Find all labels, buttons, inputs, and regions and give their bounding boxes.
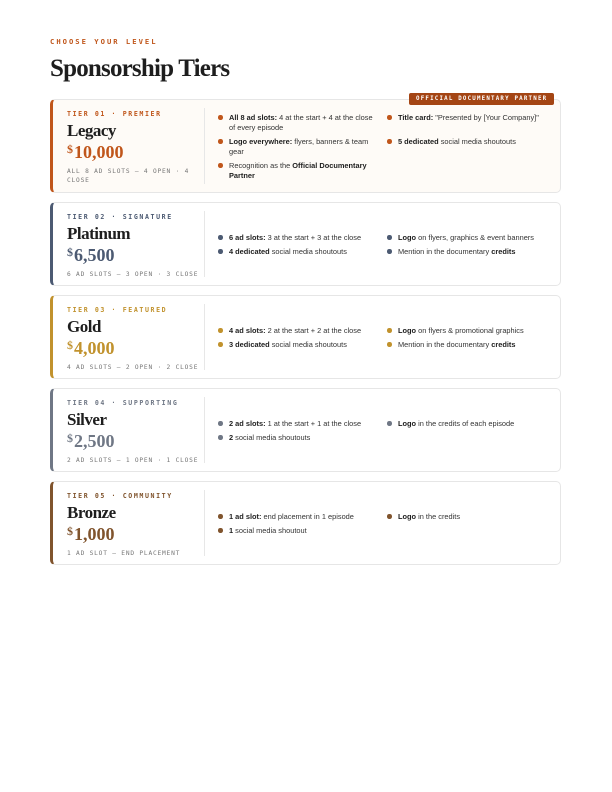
feature-text: in the credits (416, 512, 461, 521)
divider (204, 211, 205, 277)
bullet-icon (218, 421, 223, 426)
partner-badge: OFFICIAL DOCUMENTARY PARTNER (409, 93, 554, 105)
feature-strong: credits (491, 340, 516, 349)
feature-strong: Logo (398, 233, 417, 242)
tier-summary (67, 110, 207, 185)
feature-item (218, 433, 383, 443)
feature-item (218, 340, 383, 350)
bullet-icon (218, 528, 223, 533)
bullet-icon (387, 421, 392, 426)
divider (204, 490, 205, 556)
price-amount: 1,000 (74, 524, 115, 544)
feature-strong: Logo (398, 326, 417, 335)
feature-item (218, 326, 383, 336)
page-title: Sponsorship Tiers (50, 55, 230, 82)
feature-item (387, 247, 562, 257)
feature-strong: Logo everywhere: (229, 137, 293, 146)
feature-text: flyers, banners & team gear (229, 137, 369, 156)
feature-strong: 5 dedicated (398, 137, 439, 146)
tier-price (67, 431, 207, 452)
tier-price (67, 142, 207, 163)
tier-label: TIER 01 · PREMIER (67, 110, 162, 118)
eyebrow-label: CHOOSE YOUR LEVEL (50, 37, 158, 46)
feature-item (218, 247, 383, 257)
feature-text: social media shoutouts (233, 433, 311, 442)
tier-name: Bronze (67, 503, 116, 522)
bullet-icon (218, 328, 223, 333)
bullet-icon (218, 235, 223, 240)
feature-text: in the credits of each episode (416, 419, 515, 428)
feature-strong: Title card: (398, 113, 434, 122)
feature-item (387, 512, 562, 522)
tier-summary (67, 492, 207, 558)
feature-text: Mention in the documentary (398, 340, 492, 349)
tier-slots: 1 AD SLOT — END PLACEMENT (67, 550, 181, 557)
feature-item (218, 137, 378, 156)
tier-summary (67, 213, 207, 279)
feature-item (218, 233, 383, 243)
currency-symbol: $ (67, 431, 73, 445)
feature-strong: 6 ad slots: (229, 233, 266, 242)
feature-text: "Presented by [Your Company]" (433, 113, 539, 122)
tier-slots: 2 AD SLOTS — 1 OPEN · 1 CLOSE (67, 457, 199, 464)
price-amount: 6,500 (74, 245, 115, 265)
bullet-icon (387, 328, 392, 333)
bullet-icon (387, 342, 392, 347)
feature-item (218, 161, 378, 180)
currency-symbol: $ (67, 245, 73, 259)
currency-symbol: $ (67, 142, 73, 156)
feature-strong: Official Documentary Partner (229, 161, 367, 180)
feature-text: social media shoutouts (269, 247, 347, 256)
tier-slots: 6 AD SLOTS — 3 OPEN · 3 CLOSE (67, 271, 199, 278)
bullet-icon (387, 235, 392, 240)
bullet-icon (218, 139, 223, 144)
tier-summary (67, 399, 207, 465)
feature-item (387, 113, 559, 123)
tier-label: TIER 05 · COMMUNITY (67, 492, 173, 500)
bullet-icon (218, 249, 223, 254)
feature-text: social media shoutout (233, 526, 307, 535)
feature-strong: 1 (229, 526, 234, 535)
tier-card-gold (50, 295, 561, 379)
bullet-icon (387, 115, 392, 120)
tier-name: Gold (67, 317, 101, 336)
bullet-icon (387, 139, 392, 144)
feature-item (218, 512, 383, 522)
bullet-icon (387, 249, 392, 254)
tier-slots: 4 AD SLOTS — 2 OPEN · 2 CLOSE (67, 364, 199, 371)
tier-name: Platinum (67, 224, 131, 243)
feature-strong: 4 dedicated (229, 247, 270, 256)
feature-text: on flyers, graphics & event banners (416, 233, 534, 242)
tier-slots: ALL 8 AD SLOTS — 4 OPEN · 4 CLOSE (67, 168, 190, 184)
feature-text: Mention in the documentary (398, 247, 492, 256)
bullet-icon (218, 163, 223, 168)
tier-price (67, 524, 207, 545)
bullet-icon (218, 514, 223, 519)
feature-text: on flyers & promotional graphics (416, 326, 524, 335)
price-amount: 10,000 (74, 142, 124, 162)
feature-text: end placement in 1 episode (261, 512, 354, 521)
feature-strong: 2 (229, 433, 234, 442)
price-amount: 4,000 (74, 338, 115, 358)
tier-name: Legacy (67, 121, 116, 140)
tier-name: Silver (67, 410, 107, 429)
bullet-icon (387, 514, 392, 519)
tier-label: TIER 02 · SIGNATURE (67, 213, 173, 221)
feature-strong: Logo (398, 512, 417, 521)
bullet-icon (218, 342, 223, 347)
tier-label: TIER 04 · SUPPORTING (67, 399, 179, 407)
divider (204, 108, 205, 184)
feature-strong: 4 ad slots: (229, 326, 266, 335)
feature-item (387, 419, 562, 429)
divider (204, 397, 205, 463)
feature-text: 1 at the start + 1 at the close (265, 419, 362, 428)
divider (204, 304, 205, 370)
bullet-icon (218, 435, 223, 440)
feature-item (387, 233, 562, 243)
feature-text: Recognition as the (229, 161, 293, 170)
feature-strong: 3 dedicated (229, 340, 270, 349)
tier-price (67, 338, 207, 359)
tier-card-bronze (50, 481, 561, 565)
feature-item (387, 326, 562, 336)
tier-card-silver (50, 388, 561, 472)
feature-text: 4 at the start + 4 at the close of every episode (229, 113, 373, 132)
feature-item (218, 526, 383, 536)
tier-summary (67, 306, 207, 372)
feature-strong: 2 ad slots: (229, 419, 266, 428)
currency-symbol: $ (67, 338, 73, 352)
feature-strong: Logo (398, 419, 417, 428)
tier-label: TIER 03 · FEATURED (67, 306, 168, 314)
tier-price (67, 245, 207, 266)
feature-item (387, 340, 562, 350)
feature-text: 2 at the start + 2 at the close (265, 326, 362, 335)
feature-item (218, 113, 378, 132)
feature-item (387, 137, 559, 147)
feature-text: 3 at the start + 3 at the close (265, 233, 362, 242)
feature-text: social media shoutouts (269, 340, 347, 349)
tier-card-legacy (50, 99, 561, 193)
feature-strong: All 8 ad slots: (229, 113, 278, 122)
price-amount: 2,500 (74, 431, 115, 451)
tier-card-platinum (50, 202, 561, 286)
feature-item (218, 419, 383, 429)
currency-symbol: $ (67, 524, 73, 538)
feature-text: social media shoutouts (438, 137, 516, 146)
feature-strong: credits (491, 247, 516, 256)
bullet-icon (218, 115, 223, 120)
feature-strong: 1 ad slot: (229, 512, 262, 521)
